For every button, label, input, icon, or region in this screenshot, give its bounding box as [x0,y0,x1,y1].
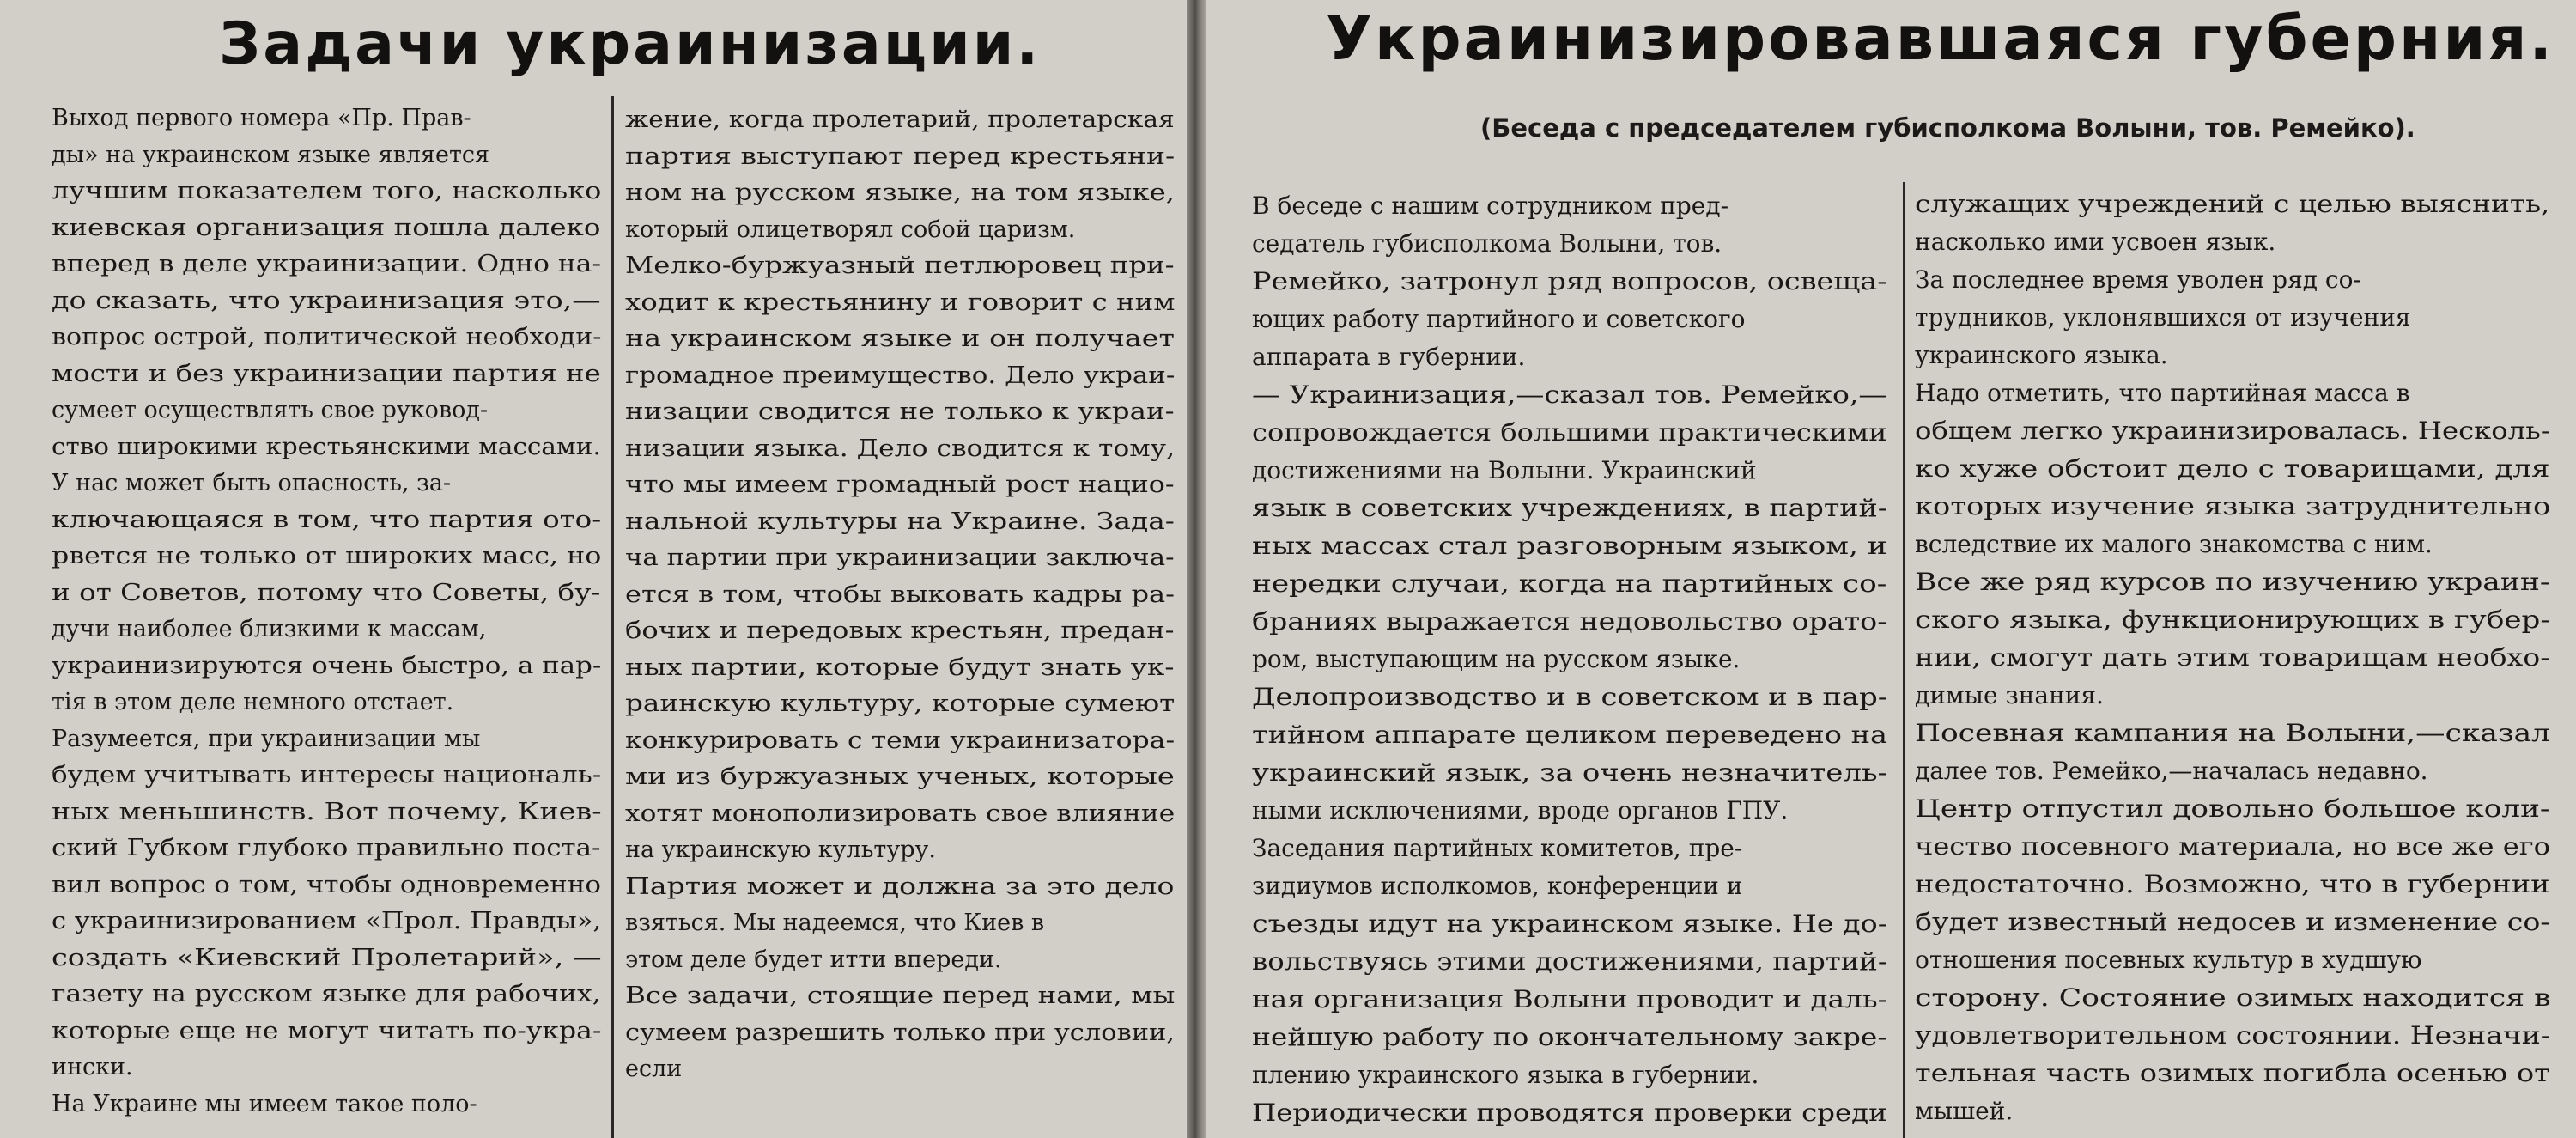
text-line: раинскую культуру, которые сумеют [625,691,1176,717]
text-line: ных массах стал разговорным языком, и [1252,532,1887,560]
text-line: вперед в деле украинизации. Одно на- [52,251,602,277]
text-line: мышей. [1915,1097,2014,1125]
text-line: жение, когда пролетарий, пролетарская [625,106,1175,133]
text-line: У нас может быть опасность, за- [52,470,452,496]
text-line: Ремейко, затронул ряд вопросов, освеща- [1252,267,1887,295]
text-line: партия выступают перед крестьяни- [625,143,1176,170]
text-line: Надо отметить, что партийная масса в [1915,379,2410,407]
text-line: тія в этом деле немного отстает. [52,689,454,715]
text-line: достижениями на Волыни. Украинский [1252,456,1757,484]
text-line: ром, выступающим на русском языке. [1252,645,1741,673]
text-line: тельная часть озимых погибла осенью от [1915,1059,2550,1087]
text-line: ных партии, которые будут знать ук- [625,654,1175,681]
text-line: лучшим показателем того, насколько [52,178,602,204]
text-line: взяться. Мы надеемся, что Киев в [625,910,1045,936]
text-line: Делопроизводство и в советском и в пар- [1252,683,1888,711]
text-line: ко хуже обстоит дело с товарищами, для [1915,454,2550,483]
text-line: сумеем разрешить только при условии, [625,1019,1176,1046]
text-line: димые знания. [1915,681,2104,709]
text-line: киевская организация пошла далеко [52,214,601,241]
text-line: рвется не только от широких масс, но [52,543,602,569]
text-line: Разумеется, при украинизации мы [52,725,481,752]
text-line: нальной культуры на Украине. Зада- [625,508,1175,535]
text-line: Партия может и должна за это дело [625,873,1175,900]
text-line: ключающаяся в том, что партия ото- [52,506,602,533]
text-line: вил вопрос о том, чтобы одновременно [52,871,602,898]
left-column-rule [611,96,614,1138]
right-subtitle: (Беседа с председателем губисполкома Волыни, тов. Ремейко). [1480,113,2415,143]
text-line: которые еще не могут читать по-укра- [52,1017,602,1044]
text-line: будет известный недосев и изменение со- [1915,908,2550,936]
text-line: украинского языка. [1915,341,2168,369]
text-line: ча партии при украинизации заключа- [625,545,1175,571]
text-line: бочих и передовых крестьян, предан- [625,618,1175,644]
text-line: создать «Киевский Пролетарий», — [52,944,602,971]
text-line: плению украинского языка в губернии. [1252,1061,1759,1089]
text-line: недостаточно. Возможно, что в губернии [1915,870,2550,898]
text-line: удовлетворительном состоянии. Незначи- [1915,1021,2550,1050]
text-line: аппарата в губернии. [1252,343,1526,371]
text-line: этом деле будет итти впереди. [625,946,1002,973]
text-line: с украинизированием «Прол. Правды», [52,908,602,934]
text-line: вследствие их малого знакомства с ним. [1915,530,2433,558]
text-line: язык в советских учреждениях, в партий- [1252,494,1888,522]
text-line: на украинскую культуру. [625,837,936,863]
text-line: сторону. Состояние озимых находится в [1915,983,2551,1012]
text-line: дучи наиболее близкими к массам, [52,616,487,642]
text-line: отношения посевных культур в худшую [1915,946,2422,974]
text-line: газету на русском языке для рабочих, [52,981,601,1007]
text-line: общем легко украинизировалась. Несколь- [1915,417,2550,445]
text-line: на украинском языке и он получает [625,326,1175,352]
text-line: ном на русском языке, на том языке, [625,180,1176,206]
text-line: далее тов. Ремейко,—началась недавно. [1915,757,2428,785]
text-line: ных меньшинств. Вот почему, Киев- [52,798,602,825]
text-line: низации сводится не только к украи- [625,399,1175,425]
text-line: конкурировать с теми украинизатора- [625,727,1176,754]
text-line: В беседе с нашим сотрудником пред- [1252,192,1729,220]
text-line: ходит к крестьянину и говорит с ним [625,289,1176,316]
text-line: низации языка. Дело сводится к тому, [625,435,1176,462]
text-line: который олицетворял собой царизм. [625,216,1076,243]
text-line: нии, смогут дать этим товарищам необхо- [1915,643,2550,672]
text-line: седатель губисполкома Волыни, тов. [1252,229,1722,258]
text-line: что мы имеем громадный рост нацио- [625,472,1175,498]
text-line: На Украине мы имеем такое поло- [52,1090,477,1117]
text-line: вольствуясь этими достижениями, партий- [1252,947,1887,976]
text-line: Выход первого номера «Пр. Прав- [52,105,471,131]
text-line: ется в том, чтобы выковать кадры ра- [625,581,1175,608]
left-newspaper-page [0,0,1187,1138]
text-line: съезды идут на украинском языке. Не до- [1252,910,1887,938]
text-line: сопровождается большими практическими [1252,418,1887,447]
text-line: ная организация Волыни проводит и даль- [1252,985,1887,1013]
text-line: Центр отпустил довольно большое коли- [1915,794,2550,823]
text-line: ински. [52,1054,133,1080]
text-line: — Украинизация,—сказал тов. Ремейко,— [1252,380,1887,409]
text-line: чество посевного материала, но все же его [1915,832,2551,861]
text-line: ского языка, функционирующих в губер- [1915,606,2550,634]
text-line: ский Губком глубоко правильно поста- [52,835,601,861]
text-line: громадное преимущество. Дело украи- [625,362,1176,389]
text-line: и от Советов, потому что Советы, бу- [52,579,601,606]
text-line: вопрос острой, политической необходи- [52,324,602,350]
text-line: нередки случаи, когда на партийных со- [1252,569,1887,598]
text-line: мости и без украинизации партия не [52,360,601,387]
text-line: тийном аппарате целиком переведено на [1252,721,1888,749]
right-headline: Украинизировавшаяся губерния. [1326,3,2555,74]
text-line: будем учитывать интересы националь- [52,762,602,788]
text-line: За последнее время уволен ряд со- [1915,265,2361,294]
text-line: Мелко-буржуазный петлюровец при- [625,253,1175,279]
text-line: до сказать, что украинизация это,— [52,287,601,314]
left-headline: Задачи украинизации. [219,10,1042,78]
text-line: которых изучение языка затруднительно [1915,492,2551,520]
text-line: Посевная кампания на Волыни,—сказал [1915,719,2551,747]
text-line: если [625,1056,683,1082]
text-line: нейшую работу по окончательному закре- [1252,1023,1887,1051]
text-line: ство широкими крестьянскими массами. [52,433,601,460]
text-line: Периодически проводятся проверки среди [1252,1098,1887,1127]
text-line: Заседания партийных комитетов, пре- [1252,834,1743,862]
text-line: зидиумов исполкомов, конференции и [1252,872,1743,900]
text-line: Все же ряд курсов по изучению украин- [1915,568,2550,596]
text-line: украинизируются очень быстро, а пар- [52,652,602,679]
text-line: браниях выражается недовольство орато- [1252,607,1887,636]
text-line: ми из буржуазных ученых, которые [625,764,1175,790]
page-fold [1187,0,1206,1138]
text-line: насколько ими усвоен язык. [1915,228,2276,256]
text-line: ды» на украинском языке является [52,141,490,168]
text-line: хотят монополизировать свое влияние [625,800,1176,827]
text-line: трудников, уклонявшихся от изучения [1915,303,2411,332]
text-line: ными исключениями, вроде органов ГПУ. [1252,796,1789,825]
text-line: Все задачи, стоящие перед нами, мы [625,983,1176,1009]
text-line: сумеет осуществлять свое руковод- [52,397,489,423]
text-line: ющих работу партийного и советского [1252,305,1746,333]
right-newspaper-page [1206,0,2576,1138]
text-line: служащих учреждений с целью выяснить, [1915,190,2550,218]
text-line: украинский язык, за очень незначитель- [1252,758,1888,787]
right-column-rule [1903,182,1905,1138]
